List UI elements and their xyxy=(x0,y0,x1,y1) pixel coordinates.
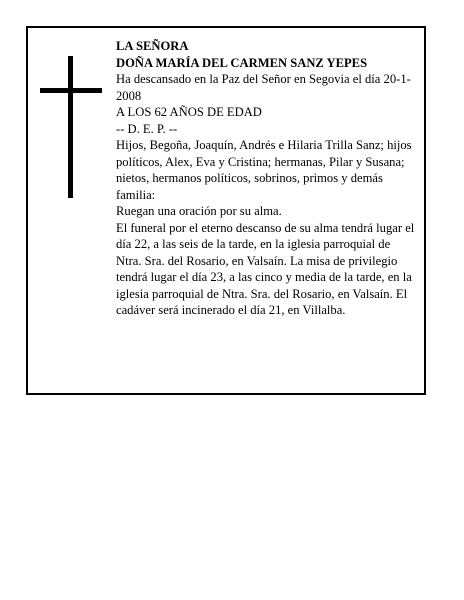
rip-line: -- D. E. P. -- xyxy=(116,121,178,136)
cross-vertical-bar xyxy=(68,56,73,198)
notice-title: LA SEÑORA xyxy=(116,39,189,53)
age-line: A LOS 62 AÑOS DE EDAD xyxy=(116,105,262,119)
prayer-request: Ruegan una oración por su alma. xyxy=(116,204,282,218)
cross-icon xyxy=(40,56,102,198)
family-list: Hijos, Begoña, Joaquín, Andrés e Hilaria Trilla Sanz; hijos políticos, Alex, Eva y Cristina; hermanas, Pilar y Susana; nietos, hermanos políticos, sobrinos, primos y demás familia: xyxy=(116,138,412,202)
death-statement: Ha descansado en la Paz del Señor en Segovia el día 20-1-2008 xyxy=(116,72,411,103)
obituary-notice xyxy=(26,26,426,395)
deceased-name: DOÑA MARÍA DEL CARMEN SANZ YEPES xyxy=(116,55,368,70)
funeral-details: El funeral por el eterno descanso de su alma tendrá lugar el día 22, a las seis de la tarde, en la iglesia parroquial de Ntra. Sra. del Rosario, en Valsaín. La misa de privilegio tendrá lugar el día 23, a las cinco y media de la tarde, en la iglesia parroquial de Ntra. Sra. del Rosario, en Valsaín. El cadáver será incinerado el día 21, en Villalba. xyxy=(116,220,415,317)
cross-horizontal-bar xyxy=(40,88,102,93)
notice-text xyxy=(116,38,418,319)
